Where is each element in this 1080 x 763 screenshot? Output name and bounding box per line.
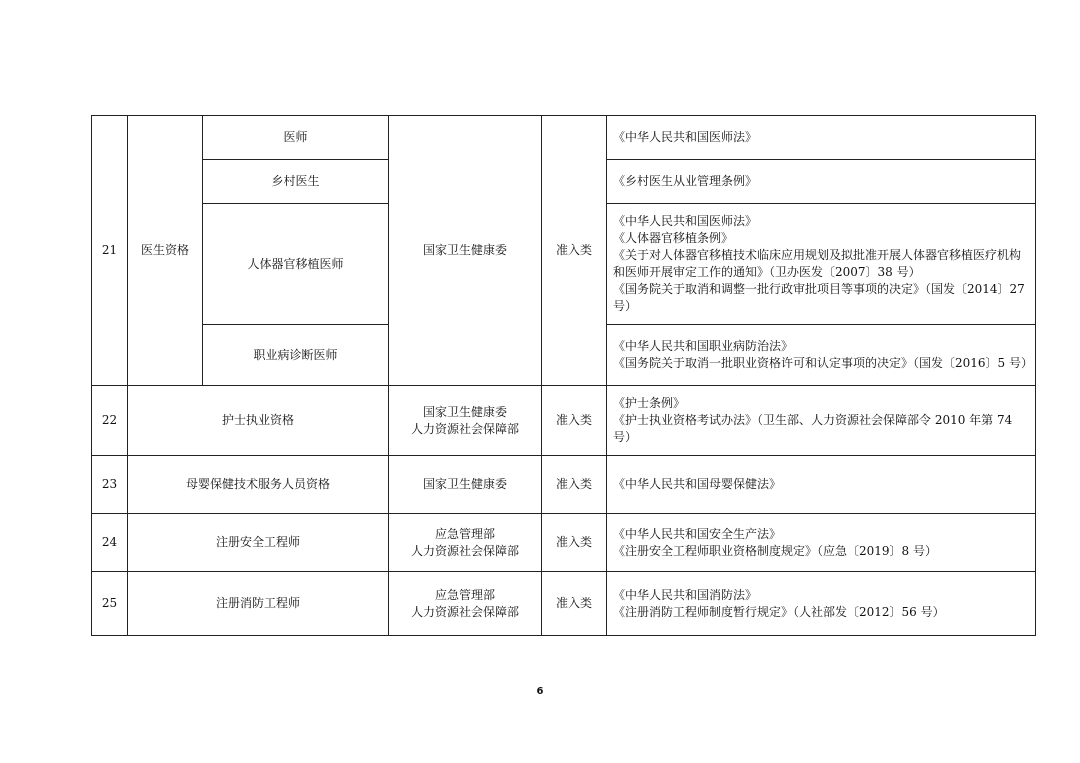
row-number: 25: [92, 572, 128, 636]
qualification-name: 职业病诊断医师: [203, 325, 389, 386]
row-number: 24: [92, 514, 128, 572]
department-line: 人力资源社会保障部: [410, 543, 519, 558]
basis-line: 《护士执业资格考试办法》（卫生部、人力资源社会保障部令 2010 年第 74 号）: [613, 413, 1017, 444]
qualification-name: 注册消防工程师: [128, 572, 389, 636]
type-cell: 准入类: [542, 386, 607, 456]
basis-line: 《乡村医生从业管理条例》: [613, 174, 758, 188]
table-row-22: [92, 386, 1036, 456]
basis-line: 《中华人民共和国医师法》: [613, 130, 758, 144]
basis-cell: [607, 456, 1036, 514]
qualification-name: 医师: [203, 116, 389, 160]
table-row-21: [92, 116, 1036, 160]
type-cell: 准入类: [542, 572, 607, 636]
department-line: 应急管理部: [434, 587, 495, 602]
department-line: 人力资源社会保障部: [410, 604, 519, 619]
basis-line: 《注册消防工程师制度暂行规定》（人社部发〔2012〕56 号）: [613, 604, 945, 619]
page-number: 6: [536, 686, 544, 697]
qualification-name: 乡村医生: [203, 160, 389, 204]
basis-cell: [607, 204, 1036, 325]
table-row-24: [92, 514, 1036, 572]
qualification-name: 护士执业资格: [128, 386, 389, 456]
department-line: 人力资源社会保障部: [410, 421, 519, 436]
row-number: 22: [92, 386, 128, 456]
basis-line: 《中华人民共和国安全生产法》: [613, 526, 782, 541]
basis-line: 《中华人民共和国母婴保健法》: [613, 477, 782, 491]
type-cell: 准入类: [542, 116, 607, 386]
category-name: 医生资格: [128, 116, 203, 386]
qualification-name: 注册安全工程师: [128, 514, 389, 572]
department-line: 国家卫生健康委: [422, 243, 507, 257]
department-cell: [389, 514, 542, 572]
department-cell: [389, 572, 542, 636]
basis-cell: [607, 160, 1036, 204]
basis-line: 《护士条例》: [613, 396, 686, 410]
qualification-name: 母婴保健技术服务人员资格: [128, 456, 389, 514]
basis-line: 《人体器官移植条例》: [613, 231, 734, 245]
department-line: 国家卫生健康委: [422, 477, 507, 491]
basis-line: 《中华人民共和国医师法》: [613, 214, 758, 228]
basis-cell: [607, 325, 1036, 386]
type-cell: 准入类: [542, 514, 607, 572]
basis-cell: [607, 116, 1036, 160]
basis-line: 《注册安全工程师职业资格制度规定》（应急〔2019〕8 号）: [613, 543, 937, 558]
row-number: 21: [92, 116, 128, 386]
basis-line: 《国务院关于取消一批职业资格许可和认定事项的决定》（国发〔2016〕5 号）: [613, 356, 1033, 370]
basis-line: 《国务院关于取消和调整一批行政审批项目等事项的决定》（国发〔2014〕27 号）: [613, 282, 1029, 313]
department-cell: [389, 386, 542, 456]
type-cell: 准入类: [542, 456, 607, 514]
department-line: 应急管理部: [434, 526, 495, 541]
department-cell: [389, 456, 542, 514]
department-line: 国家卫生健康委: [422, 404, 507, 419]
table-row-23: [92, 456, 1036, 514]
basis-cell: [607, 572, 1036, 636]
basis-line: 《中华人民共和国职业病防治法》: [613, 339, 794, 353]
department-cell: [389, 116, 542, 386]
basis-cell: [607, 514, 1036, 572]
row-number: 23: [92, 456, 128, 514]
qualification-name: 人体器官移植医师: [203, 204, 389, 325]
qualification-table: [91, 115, 1036, 636]
basis-cell: [607, 386, 1036, 456]
basis-line: 《中华人民共和国消防法》: [613, 587, 758, 602]
basis-line: 《关于对人体器官移植技术临床应用规划及拟批准开展人体器官移植医疗机构和医师开展审定工作的通知》（卫办医发〔2007〕38 号）: [613, 248, 1022, 279]
table-row-25: [92, 572, 1036, 636]
